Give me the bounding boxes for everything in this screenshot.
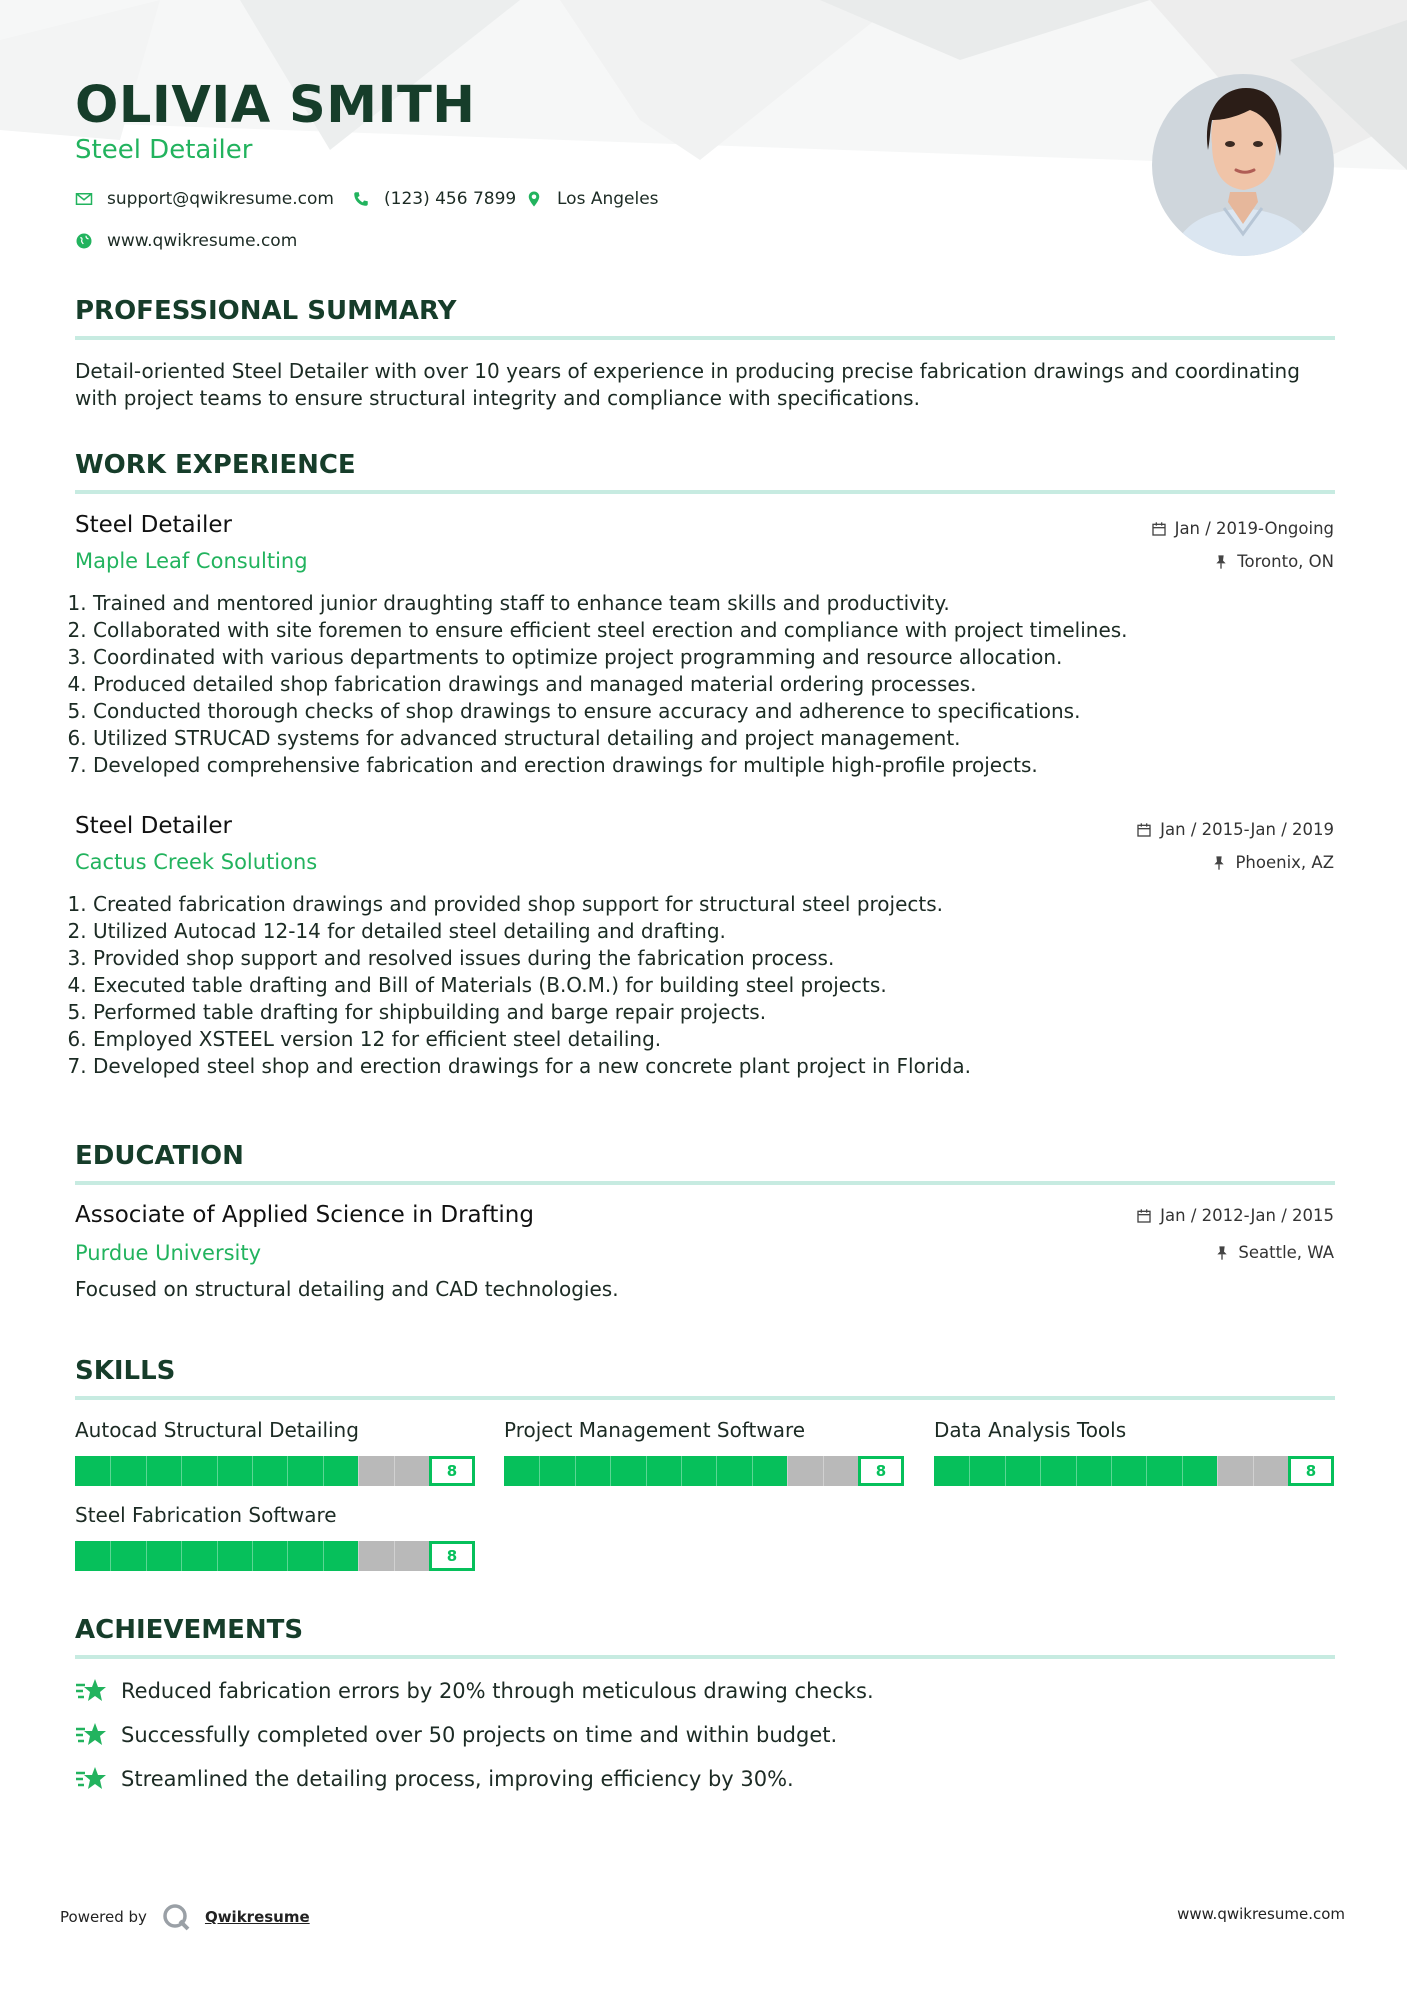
achievement-text: Streamlined the detailing process, improving efficiency by 30%. — [121, 1767, 794, 1791]
website-text: www.qwikresume.com — [107, 231, 298, 251]
skill-segment-divider — [575, 1456, 576, 1486]
education-location — [1214, 1243, 1334, 1262]
globe-icon — [75, 232, 93, 250]
list-item: 2. Collaborated with site foremen to ensure efficient steel erection and compliance with project timelines. — [93, 617, 1333, 644]
summary-heading: PROFESSIONAL SUMMARY — [75, 296, 457, 326]
job-2-location — [1211, 853, 1334, 872]
skill-4-level: 8 — [429, 1541, 475, 1571]
summary-text: Detail-oriented Steel Detailer with over 10 years of experience in producing precise fabrication drawings and coordinating with project teams to ensure structural integrity and compliance with specifications. — [75, 359, 1300, 410]
job-2-company: Cactus Creek Solutions — [75, 850, 318, 874]
experience-heading: WORK EXPERIENCE — [75, 450, 356, 480]
education-divider — [75, 1181, 1335, 1185]
skill-segment-divider — [181, 1541, 182, 1571]
job-1-location-text: Toronto, ON — [1237, 552, 1334, 571]
list-item: 2. Utilized Autocad 12-14 for detailed steel detailing and drafting. — [93, 918, 1333, 945]
calendar-icon — [1136, 822, 1152, 838]
shooting-star-icon — [75, 1677, 107, 1705]
skill-4-name: Steel Fabrication Software — [75, 1503, 337, 1527]
envelope-icon — [75, 190, 93, 208]
email-contact[interactable] — [75, 189, 334, 209]
phone-contact[interactable] — [352, 189, 516, 209]
skill-3-bar — [934, 1456, 1334, 1486]
list-item: 7. Developed comprehensive fabrication and erection drawings for multiple high-profile projects. — [93, 752, 1333, 779]
skill-3-name: Data Analysis Tools — [934, 1418, 1127, 1442]
achievement-item — [75, 1721, 837, 1749]
map-pin-icon — [525, 190, 543, 208]
education-location-text: Seattle, WA — [1238, 1243, 1334, 1262]
education-dates-text: Jan / 2012-Jan / 2015 — [1160, 1206, 1334, 1225]
skill-segment-divider — [716, 1456, 717, 1486]
achievement-text: Reduced fabrication errors by 20% through meticulous drawing checks. — [121, 1679, 874, 1703]
footer-powered-by — [60, 1902, 310, 1932]
powered-by-label: Powered by — [60, 1908, 147, 1926]
job-2-location-text: Phoenix, AZ — [1235, 853, 1334, 872]
qwikresume-logo-icon — [161, 1902, 191, 1932]
job-2-dates-text: Jan / 2015-Jan / 2019 — [1160, 820, 1334, 839]
phone-icon — [352, 190, 370, 208]
location-text: Los Angeles — [557, 189, 659, 209]
list-item: 3. Coordinated with various departments to optimize project programming and resource allocation. — [93, 644, 1333, 671]
list-item: 4. Executed table drafting and Bill of Materials (B.O.M.) for building steel projects. — [93, 972, 1333, 999]
candidate-name: OLIVIA SMITH — [75, 76, 476, 135]
skill-2-level: 8 — [858, 1456, 904, 1486]
achievement-item — [75, 1765, 794, 1793]
education-description: Focused on structural detailing and CAD technologies. — [75, 1277, 619, 1301]
footer-url[interactable]: www.qwikresume.com — [1177, 1905, 1345, 1923]
skill-2-name: Project Management Software — [504, 1418, 806, 1442]
experience-divider — [75, 490, 1335, 494]
job-2-role: Steel Detailer — [75, 813, 232, 839]
email-text: support@qwikresume.com — [107, 189, 334, 209]
phone-text: (123) 456 7899 — [384, 189, 517, 209]
list-item: 5. Conducted thorough checks of shop drawings to ensure accuracy and adherence to specifications. — [93, 698, 1333, 725]
list-item: 4. Produced detailed shop fabrication drawings and managed material ordering processes. — [93, 671, 1333, 698]
skill-segment-divider — [1111, 1456, 1112, 1486]
job-1-location — [1213, 552, 1334, 571]
skill-segment-divider — [323, 1541, 324, 1571]
education-degree: Associate of Applied Science in Drafting — [75, 1202, 534, 1228]
skill-segment-divider — [110, 1541, 111, 1571]
skill-segment-divider — [217, 1541, 218, 1571]
skill-segment-divider — [539, 1456, 540, 1486]
skills-heading: SKILLS — [75, 1356, 176, 1386]
skill-segment-divider — [1146, 1456, 1147, 1486]
skill-segment-divider — [181, 1456, 182, 1486]
calendar-icon — [1151, 521, 1167, 537]
skill-segment-divider — [1040, 1456, 1041, 1486]
skill-segment-divider — [752, 1456, 753, 1486]
skill-segment-divider — [394, 1456, 395, 1486]
skill-3-level: 8 — [1288, 1456, 1334, 1486]
job-1-dates-text: Jan / 2019-Ongoing — [1174, 519, 1334, 538]
skill-segment-divider — [823, 1456, 824, 1486]
list-item: 1. Created fabrication drawings and provided shop support for structural steel projects. — [93, 891, 1333, 918]
candidate-title: Steel Detailer — [75, 135, 253, 165]
pushpin-icon — [1214, 1245, 1230, 1261]
skill-segment-divider — [610, 1456, 611, 1486]
skill-segment-divider — [787, 1456, 788, 1486]
skill-segment-divider — [323, 1456, 324, 1486]
skill-segment-divider — [146, 1541, 147, 1571]
skill-segment-divider — [1182, 1456, 1183, 1486]
achievement-item — [75, 1677, 874, 1705]
skill-segment-divider — [1217, 1456, 1218, 1486]
job-1-role: Steel Detailer — [75, 512, 232, 538]
profile-photo — [1152, 74, 1334, 256]
list-item: 3. Provided shop support and resolved issues during the fabrication process. — [93, 945, 1333, 972]
calendar-icon — [1136, 1208, 1152, 1224]
website-contact[interactable] — [75, 231, 297, 251]
pushpin-icon — [1211, 855, 1227, 871]
achievements-heading: ACHIEVEMENTS — [75, 1615, 304, 1645]
location-contact — [525, 189, 659, 209]
skill-segment-divider — [1005, 1456, 1006, 1486]
skill-segment-divider — [681, 1456, 682, 1486]
job-2-dates — [1136, 820, 1334, 839]
pushpin-icon — [1213, 554, 1229, 570]
qwikresume-link[interactable]: Qwikresume — [204, 1908, 310, 1926]
skill-1-bar — [75, 1456, 475, 1486]
skill-segment-divider — [358, 1541, 359, 1571]
achievement-text: Successfully completed over 50 projects on time and within budget. — [121, 1723, 838, 1747]
list-item: 1. Trained and mentored junior draughting staff to enhance team skills and productivity. — [93, 590, 1333, 617]
skill-segment-divider — [217, 1456, 218, 1486]
shooting-star-icon — [75, 1721, 107, 1749]
skill-segment-divider — [252, 1456, 253, 1486]
skill-segment-divider — [287, 1541, 288, 1571]
list-item: 7. Developed steel shop and erection drawings for a new concrete plant project in Florida. — [93, 1053, 1333, 1080]
list-item: 6. Utilized STRUCAD systems for advanced structural detailing and project management. — [93, 725, 1333, 752]
skill-segment-divider — [146, 1456, 147, 1486]
skills-divider — [75, 1396, 1335, 1400]
summary-divider — [75, 336, 1335, 340]
achievements-divider — [75, 1655, 1335, 1659]
skill-segment-divider — [394, 1541, 395, 1571]
skill-segment-divider — [1076, 1456, 1077, 1486]
skill-segment-divider — [969, 1456, 970, 1486]
job-1-dates — [1151, 519, 1334, 538]
job-2-bullets — [75, 891, 1333, 1080]
shooting-star-icon — [75, 1765, 107, 1793]
education-dates — [1136, 1206, 1334, 1225]
skill-4-bar — [75, 1541, 475, 1571]
skill-1-level: 8 — [429, 1456, 475, 1486]
skill-segment-divider — [646, 1456, 647, 1486]
education-heading: EDUCATION — [75, 1141, 244, 1171]
skill-2-bar — [504, 1456, 904, 1486]
skill-1-name: Autocad Structural Detailing — [75, 1418, 359, 1442]
skill-segment-divider — [110, 1456, 111, 1486]
education-school: Purdue University — [75, 1241, 262, 1265]
job-1-company: Maple Leaf Consulting — [75, 549, 308, 573]
list-item: 6. Employed XSTEEL version 12 for efficient steel detailing. — [93, 1026, 1333, 1053]
job-1-bullets — [75, 590, 1333, 779]
skill-segment-divider — [252, 1541, 253, 1571]
skill-segment-divider — [1253, 1456, 1254, 1486]
skill-segment-divider — [287, 1456, 288, 1486]
list-item: 5. Performed table drafting for shipbuilding and barge repair projects. — [93, 999, 1333, 1026]
skill-segment-divider — [358, 1456, 359, 1486]
